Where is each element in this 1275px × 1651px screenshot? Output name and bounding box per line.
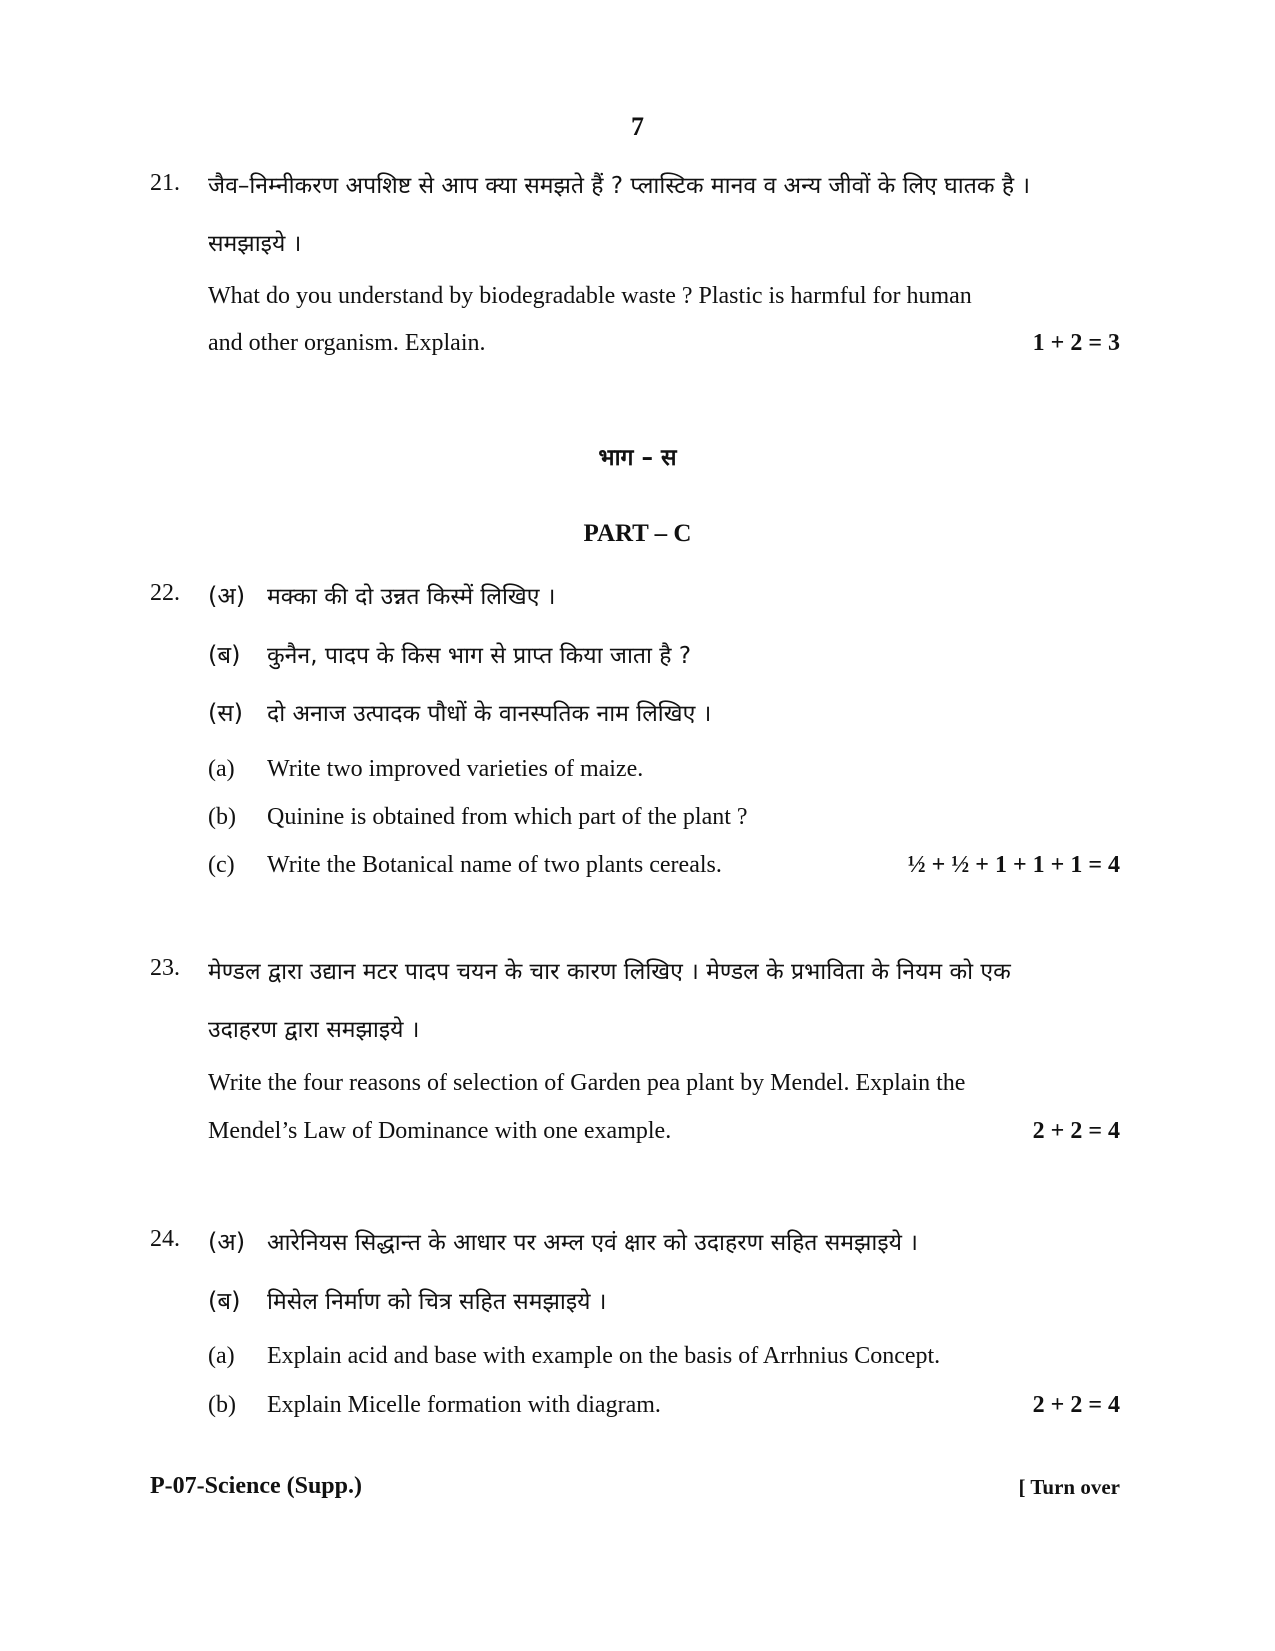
q23-english-line-2: Mendel’s Law of Dominance with one example. xyxy=(208,1118,672,1144)
q22-hindi-text-b: कुनैन, पादप के किस भाग से प्राप्त किया जाता है ? xyxy=(267,643,692,669)
q21-hindi-line-1: जैव–निम्नीकरण अपशिष्ट से आप क्या समझते हैं ? प्लास्टिक मानव व अन्य जीवों के लिए घातक है । xyxy=(208,173,1031,199)
question-number-23: 23. xyxy=(150,955,180,981)
question-number-24: 24. xyxy=(150,1226,180,1252)
q22-english-label-c: (c) xyxy=(208,852,235,878)
q24-hindi-label-b: (ब) xyxy=(208,1287,241,1315)
q24-marks: 2 + 2 = 4 xyxy=(1032,1392,1120,1418)
q23-marks: 2 + 2 = 4 xyxy=(1032,1118,1120,1144)
part-heading-hindi: भाग – स xyxy=(598,445,677,471)
part-heading-english: PART – C xyxy=(583,520,692,547)
q22-hindi-label-a: (अ) xyxy=(208,582,246,610)
q21-hindi-line-2: समझाइये । xyxy=(208,231,302,257)
footer-turn-over: [ Turn over xyxy=(1018,1475,1120,1499)
q24-english-text-b: Explain Micelle formation with diagram. xyxy=(267,1392,661,1418)
q23-hindi-line-1: मेण्डल द्वारा उद्यान मटर पादप चयन के चार कारण लिखिए । मेण्डल के प्रभाविता के नियम को एक xyxy=(208,959,1011,985)
q22-english-text-b: Quinine is obtained from which part of the plant ? xyxy=(267,804,748,830)
q22-english-text-c: Write the Botanical name of two plants cereals. xyxy=(267,852,722,878)
question-number-22: 22. xyxy=(150,580,180,606)
q22-english-text-a: Write two improved varieties of maize. xyxy=(267,756,644,782)
q24-hindi-text-b: मिसेल निर्माण को चित्र सहित समझाइये । xyxy=(267,1289,607,1315)
question-number-21: 21. xyxy=(150,170,180,196)
q21-english-line-1: What do you understand by biodegradable waste ? Plastic is harmful for human xyxy=(208,283,972,309)
q23-hindi-line-2: उदाहरण द्वारा समझाइये । xyxy=(208,1017,420,1043)
q24-english-label-b: (b) xyxy=(208,1392,236,1418)
q24-english-label-a: (a) xyxy=(208,1343,235,1369)
footer-paper-code: P-07-Science (Supp.) xyxy=(150,1473,362,1499)
q22-hindi-text-a: मक्का की दो उन्नत किस्में लिखिए । xyxy=(267,584,556,610)
q23-english-line-1: Write the four reasons of selection of Garden pea plant by Mendel. Explain the xyxy=(208,1070,966,1096)
q21-marks: 1 + 2 = 3 xyxy=(1032,330,1120,356)
page-number: 7 xyxy=(631,112,644,141)
q22-english-label-b: (b) xyxy=(208,804,236,830)
q22-english-label-a: (a) xyxy=(208,756,235,782)
q22-hindi-text-c: दो अनाज उत्पादक पौधों के वानस्पतिक नाम लिखिए । xyxy=(267,701,712,727)
q24-english-text-a: Explain acid and base with example on the basis of Arrhnius Concept. xyxy=(267,1343,941,1369)
q21-english-line-2: and other organism. Explain. xyxy=(208,330,486,356)
q22-marks: ½ + ½ + 1 + 1 + 1 = 4 xyxy=(907,852,1120,878)
q22-hindi-label-c: (स) xyxy=(208,699,243,727)
q24-hindi-text-a: आरेनियस सिद्धान्त के आधार पर अम्ल एवं क्षार को उदाहरण सहित समझाइये । xyxy=(267,1230,919,1256)
q22-hindi-label-b: (ब) xyxy=(208,641,241,669)
q24-hindi-label-a: (अ) xyxy=(208,1228,246,1256)
